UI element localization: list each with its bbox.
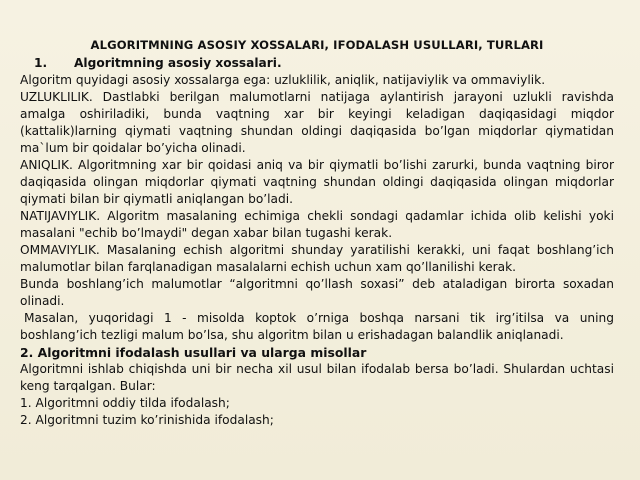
list-item: 2. Algoritmni tuzim ko’rinishida ifodalash; <box>20 413 274 427</box>
application-domain-paragraph: Bunda boshlang’ich malumotlar “algoritmni qo’llash soxasi” deb ataladigan birorta soxadan olinadi. <box>20 277 614 308</box>
aniqlik-paragraph: ANIQLIK. Algoritmning xar bir qoidasi aniq va bir qiymatli bo’lishi zarurki, bunda vaqtning biror daqiqasida olingan miqdorlar qiymati vaqtning shundan oldingi daqiqasida olingan miqdorlar qiymati bilan bir qiymatli aniqlangan bo’ladi. <box>20 158 614 206</box>
section-1-heading <box>20 55 614 72</box>
intro-paragraph: Algoritm quyidagi asosiy xossalarga ega: uzluklilik, aniqlik, natijaviylik va ommaviylik. <box>20 73 546 87</box>
list-item: 1. Algoritmni oddiy tilda ifodalash; <box>20 396 230 410</box>
section-2-intro: Algoritmni ishlab chiqishda uni bir necha xil usul bilan ifodalab bersa bo’ladi. Shulardan uchtasi keng tarqalgan. Bular: <box>20 362 614 393</box>
section-1-number: 1. <box>34 56 48 70</box>
document-title: ALGORITMNING ASOSIY XOSSALARI, IFODALASH USULLARI, TURLARI <box>90 38 544 52</box>
ommaviylik-paragraph: OMMAVIYLIK. Masalaning echish algoritmi shunday yaratilishi kerakki, uni faqat boshlang’ich malumotlar bilan farqlanadigan masalalarni echish uchun xam qo’llanilishi kerak. <box>20 243 614 274</box>
example-paragraph: Masalan, yuqoridagi 1 - misolda koptok o’rniga boshqa narsani tik irg’itilsa va uning boshlang’ich tezligi malum bo’lsa, shu algoritm bilan u erishadagan balandlik aniqlanadi. <box>20 311 614 342</box>
uzluklilik-paragraph: UZLUKLILIK. Dastlabki berilgan malumotlarni natijaga aylantirish jarayoni uzlukli ravishda amalga oshiriladiki, bunda vaqtning xar bir keyingi keladigan daqiqasidagi miqdor (kattalik)larning qiymati vaqtning shundan oldingi daqiqasida bo’lgan miqdorlar qiymatidan ma`lum bir qoidalar bo’yicha olinadi. <box>20 90 614 155</box>
natijaviylik-paragraph: NATIJAVIYLIK. Algoritm masalaning echimiga chekli sondagi qadamlar ichida olib kelishi yoki masalani "echib bo’lmaydi" degan xabar bilan tugashi kerak. <box>20 209 614 240</box>
section-2-heading: 2. Algoritmni ifodalash usullari va ularga misollar <box>20 345 367 360</box>
section-1-title: Algoritmning asosiy xossalari. <box>74 56 282 70</box>
